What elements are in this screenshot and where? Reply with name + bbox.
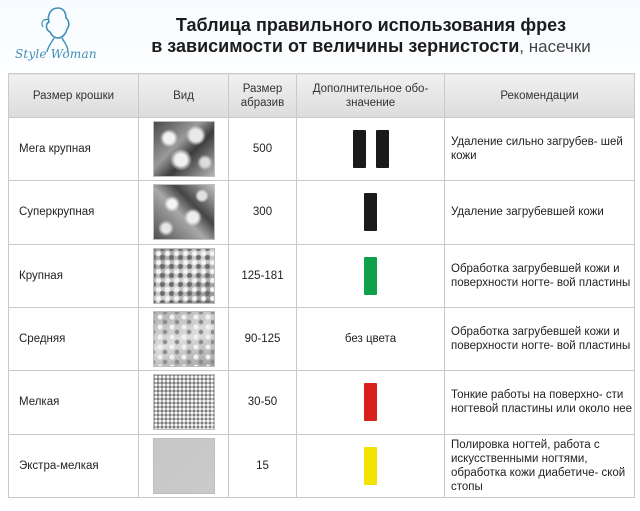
title-line-1: Таблица правильного использования фрез xyxy=(175,15,567,35)
cell-size: Мелкая xyxy=(9,371,139,434)
cell-recommendation: Удаление сильно загрубев- шей кожи xyxy=(445,118,635,181)
cell-size: Экстра-мелкая xyxy=(9,434,139,497)
cell-abrasive: 30-50 xyxy=(229,371,297,434)
header-marking: Дополнительное обо- значение xyxy=(297,74,445,118)
marking-bars xyxy=(348,143,394,155)
title-line-2 xyxy=(116,36,626,57)
cell-marking xyxy=(297,307,445,370)
cell-marking xyxy=(297,118,445,181)
header-view: Вид xyxy=(139,74,229,118)
cell-size: Крупная xyxy=(9,244,139,307)
cell-marking xyxy=(297,434,445,497)
header-abrasive: Размер абразив xyxy=(229,74,297,118)
cell-abrasive: 15 xyxy=(229,434,297,497)
cell-view xyxy=(139,371,229,434)
cell-marking xyxy=(297,244,445,307)
cell-abrasive: 500 xyxy=(229,118,297,181)
table-row xyxy=(9,371,635,434)
cell-size: Мега крупная xyxy=(9,118,139,181)
cell-view xyxy=(139,244,229,307)
marking-bars xyxy=(359,460,382,472)
cell-view xyxy=(139,307,229,370)
grain-image xyxy=(153,248,215,304)
cell-view xyxy=(139,118,229,181)
grain-image xyxy=(153,121,215,177)
header-size: Размер крошки xyxy=(9,74,139,118)
cell-size: Суперкрупная xyxy=(9,181,139,244)
cell-marking xyxy=(297,371,445,434)
cell-size: Средняя xyxy=(9,307,139,370)
color-mark-bar xyxy=(364,193,377,231)
grain-image xyxy=(153,438,215,494)
cell-recommendation: Обработка загрубевшей кожи и поверхности ногте- вой пластины xyxy=(445,307,635,370)
cell-recommendation: Удаление загрубевшей кожи xyxy=(445,181,635,244)
cell-abrasive: 125-181 xyxy=(229,244,297,307)
grain-image xyxy=(153,184,215,240)
color-mark-bar xyxy=(364,257,377,295)
cell-abrasive: 90-125 xyxy=(229,307,297,370)
cell-marking xyxy=(297,181,445,244)
color-mark-bar xyxy=(353,130,366,168)
table-row xyxy=(9,244,635,307)
table-row xyxy=(9,434,635,497)
color-mark-bar xyxy=(364,447,377,485)
color-mark-bar xyxy=(376,130,389,168)
table-header-row xyxy=(9,74,635,118)
cell-recommendation: Обработка загрубевшей кожи и поверхности ногте- вой пластины xyxy=(445,244,635,307)
color-mark-bar xyxy=(364,383,377,421)
logo-text: Style Woman xyxy=(15,47,97,61)
table-row xyxy=(9,307,635,370)
cell-view xyxy=(139,434,229,497)
marking-bars xyxy=(359,270,382,282)
table-row xyxy=(9,181,635,244)
title-suffix: , насечки xyxy=(519,37,591,56)
header-recommendation: Рекомендации xyxy=(445,74,635,118)
grain-image xyxy=(153,374,215,430)
marking-bars xyxy=(359,397,382,409)
cell-recommendation: Полировка ногтей, работа с искусственными ногтями, обработка кожи диабетиче- ской стопы xyxy=(445,434,635,497)
cell-abrasive: 300 xyxy=(229,181,297,244)
title-line-2-text: в зависимости от величины зернистости xyxy=(151,36,520,56)
cell-recommendation: Тонкие работы на поверхно- сти ногтевой пластины или около нее xyxy=(445,371,635,434)
marking-bars xyxy=(359,207,382,219)
marking-text: без цвета xyxy=(344,333,397,346)
table-row xyxy=(9,118,635,181)
grain-image xyxy=(153,311,215,367)
grit-table xyxy=(8,73,635,498)
page-title xyxy=(116,15,626,57)
cell-view xyxy=(139,181,229,244)
